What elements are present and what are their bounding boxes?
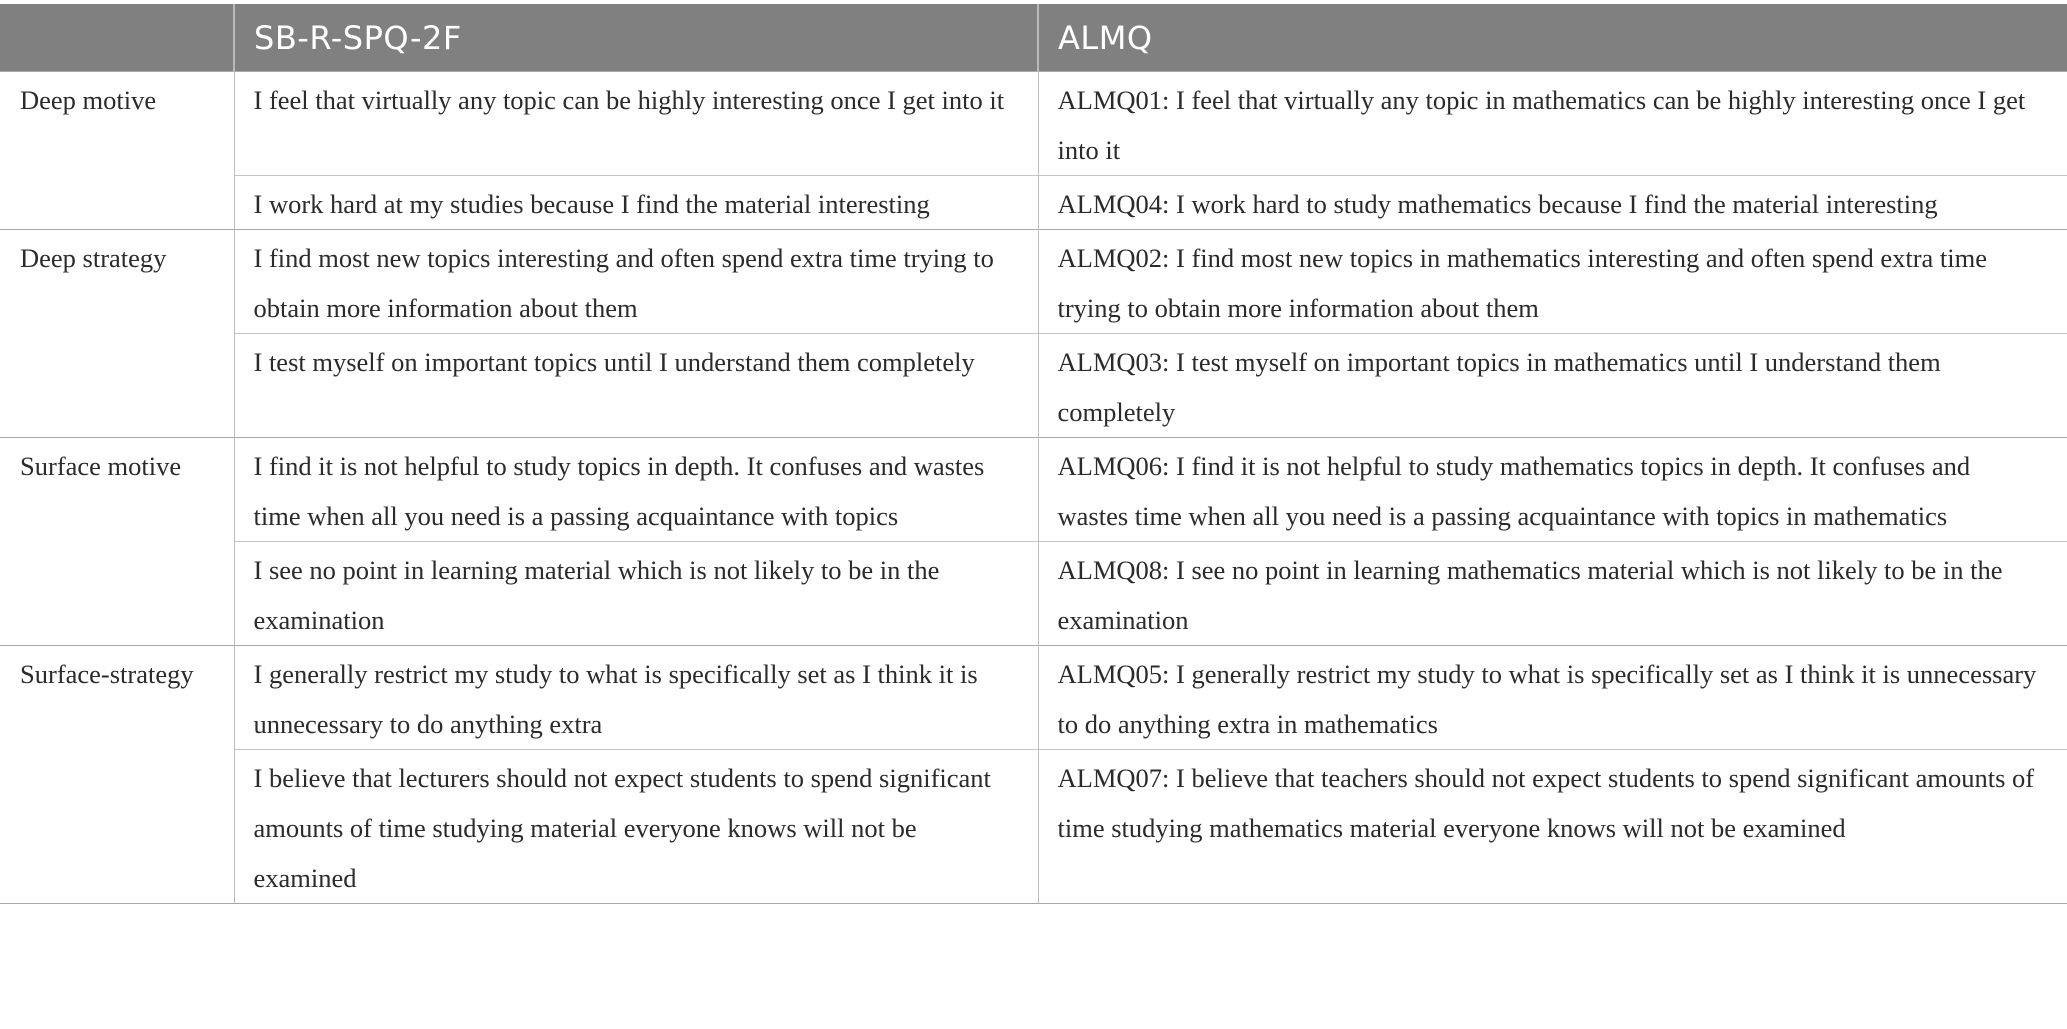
table-header xyxy=(0,4,2067,72)
table-row xyxy=(0,176,2067,230)
table-row xyxy=(0,334,2067,438)
item-comparison-table xyxy=(0,4,2067,904)
original-item-cell: I find it is not helpful to study topics in depth. It confuses and wastes time when all you need is a passing acquaintance with topics xyxy=(234,438,1038,542)
almq-item-cell: ALMQ01: I feel that virtually any topic in mathematics can be highly interesting once I get into it xyxy=(1038,72,2067,176)
almq-item-cell: ALMQ06: I find it is not helpful to study mathematics topics in depth. It confuses and wastes time when all you need is a passing acquaintance with topics in mathematics xyxy=(1038,438,2067,542)
table-row xyxy=(0,72,2067,176)
original-item-cell: I work hard at my studies because I find the material interesting xyxy=(234,176,1038,230)
original-item-cell: I test myself on important topics until I understand them completely xyxy=(234,334,1038,438)
table-row xyxy=(0,438,2067,542)
table-body xyxy=(0,72,2067,904)
table-row xyxy=(0,750,2067,904)
original-item-cell: I see no point in learning material which is not likely to be in the examination xyxy=(234,542,1038,646)
header-category xyxy=(0,4,234,72)
category-cell: Deep motive xyxy=(0,72,234,230)
category-cell: Deep strategy xyxy=(0,230,234,438)
original-item-cell: I generally restrict my study to what is specifically set as I think it is unnecessary to do anything extra xyxy=(234,646,1038,750)
header-sb-r-spq-2f: SB-R-SPQ-2F xyxy=(234,4,1038,72)
almq-item-cell: ALMQ03: I test myself on important topics in mathematics until I understand them completely xyxy=(1038,334,2067,438)
table-row xyxy=(0,230,2067,334)
original-item-cell: I find most new topics interesting and often spend extra time trying to obtain more information about them xyxy=(234,230,1038,334)
almq-item-cell: ALMQ07: I believe that teachers should not expect students to spend significant amounts of time studying mathematics material everyone knows will not be examined xyxy=(1038,750,2067,904)
almq-item-cell: ALMQ04: I work hard to study mathematics because I find the material interesting xyxy=(1038,176,2067,230)
almq-item-cell: ALMQ08: I see no point in learning mathematics material which is not likely to be in the examination xyxy=(1038,542,2067,646)
almq-item-cell: ALMQ02: I find most new topics in mathematics interesting and often spend extra time trying to obtain more information about them xyxy=(1038,230,2067,334)
category-cell: Surface motive xyxy=(0,438,234,646)
almq-item-cell: ALMQ05: I generally restrict my study to what is specifically set as I think it is unnecessary to do anything extra in mathematics xyxy=(1038,646,2067,750)
original-item-cell: I feel that virtually any topic can be highly interesting once I get into it xyxy=(234,72,1038,176)
table-row xyxy=(0,542,2067,646)
header-row xyxy=(0,4,2067,72)
category-cell: Surface-strategy xyxy=(0,646,234,904)
header-almq: ALMQ xyxy=(1038,4,2067,72)
original-item-cell: I believe that lecturers should not expect students to spend significant amounts of time studying material everyone knows will not be examined xyxy=(234,750,1038,904)
table-row xyxy=(0,646,2067,750)
